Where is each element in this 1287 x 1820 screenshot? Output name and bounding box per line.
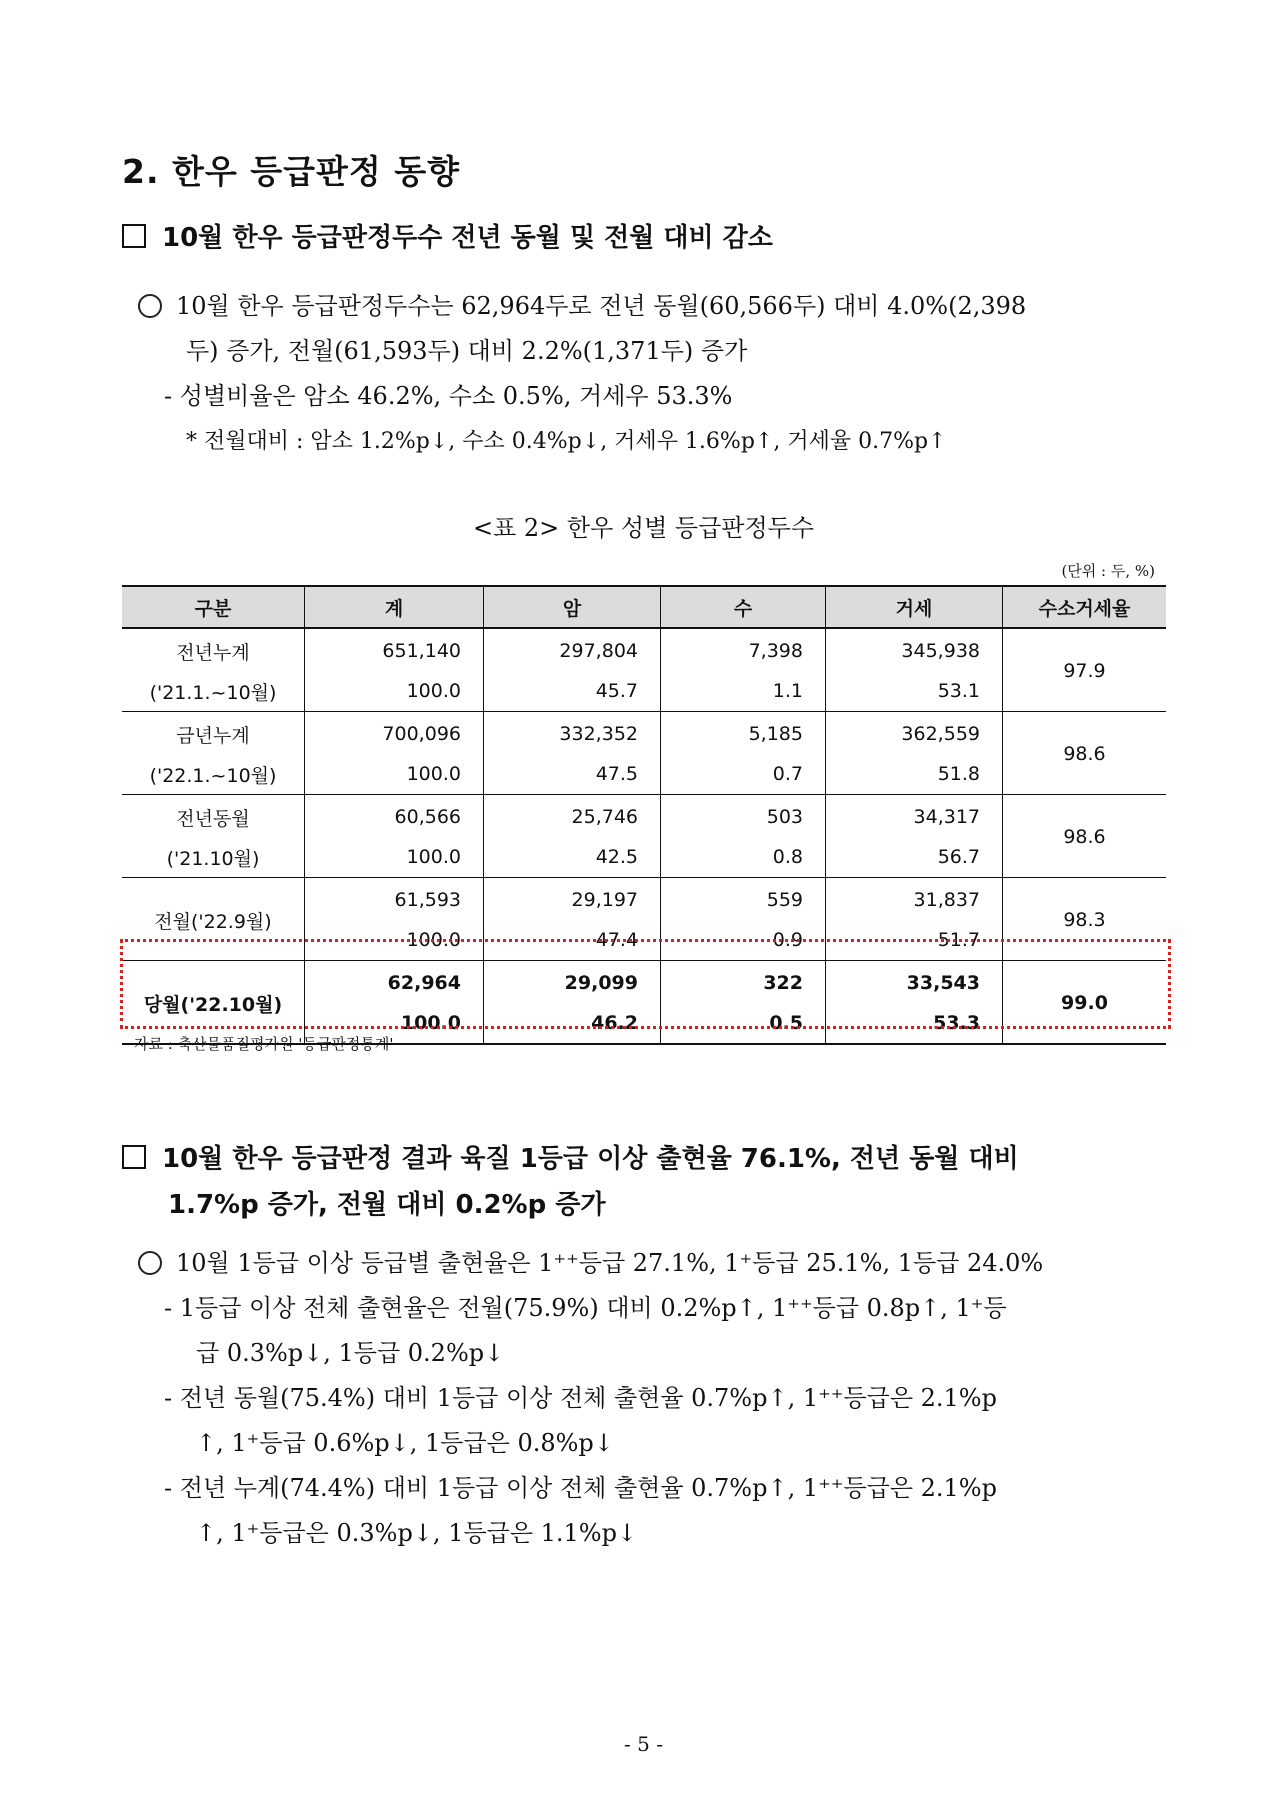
row-sublabel: ('22.1.~10월) <box>122 754 305 795</box>
grading-table <box>122 585 1166 1045</box>
table-cell: 42.5 <box>484 837 661 878</box>
table-cell: 100.0 <box>305 671 484 712</box>
table-cell: 322 <box>661 961 826 1004</box>
header-cell: 계 <box>305 586 484 628</box>
header-cell: 암 <box>484 586 661 628</box>
table-cell: 345,938 <box>826 628 1003 671</box>
ratio-cell: 99.0 <box>1003 961 1167 1045</box>
section1-paragraph2: - 성별비율은 암소 46.2%, 수소 0.5%, 거세우 53.3% <box>164 382 733 410</box>
header-cell: 수소거세율 <box>1003 586 1167 628</box>
section2-p2-line2: 급 0.3%p↓, 1등급 0.2%p↓ <box>196 1339 505 1367</box>
section1-title-text: 10월 한우 등급판정두수 전년 동월 및 전월 대비 감소 <box>162 223 773 253</box>
section1-p1-line2: 두) 증가, 전월(61,593두) 대비 2.2%(1,371두) 증가 <box>186 337 748 365</box>
table-row <box>122 628 1166 671</box>
table-cell: 332,352 <box>484 712 661 755</box>
header-cell: 거세 <box>826 586 1003 628</box>
table-cell: 53.1 <box>826 671 1003 712</box>
row-label: 당월('22.10월) <box>122 961 305 1045</box>
ratio-cell: 98.3 <box>1003 878 1167 961</box>
ratio-cell: 97.9 <box>1003 628 1167 712</box>
row-label: 전년동월 <box>176 807 250 830</box>
section2-paragraph3 <box>164 1376 1164 1466</box>
section1-p1-line1: 10월 한우 등급판정두수는 62,964두로 전년 동월(60,566두) 대비 4.0%(2,398 <box>176 292 1027 320</box>
table-cell: 100.0 <box>305 1003 484 1044</box>
table-cell: 60,566 <box>305 795 484 838</box>
section1-note: * 전월대비 : 암소 1.2%p↓, 수소 0.4%p↓, 거세우 1.6%p↑, 거세율 0.7%p↑ <box>186 429 947 454</box>
table-row-current <box>122 961 1166 1004</box>
table-cell: 100.0 <box>305 837 484 878</box>
table-row <box>122 712 1166 755</box>
section2-p4-line2: ↑, 1⁺등급은 0.3%p↓, 1등급은 1.1%p↓ <box>196 1519 638 1547</box>
table-cell: 56.7 <box>826 837 1003 878</box>
table-cell: 51.7 <box>826 920 1003 961</box>
table-header-row <box>122 586 1166 628</box>
table-cell: 1.1 <box>661 671 826 712</box>
table-cell: 34,317 <box>826 795 1003 838</box>
checkbox-square-icon <box>122 1145 146 1169</box>
table-cell: 362,559 <box>826 712 1003 755</box>
section2-p3-line2: ↑, 1⁺등급 0.6%p↓, 1등급은 0.8%p↓ <box>196 1429 614 1457</box>
table-cell: 25,746 <box>484 795 661 838</box>
table-cell: 0.5 <box>661 1003 826 1044</box>
table-source: 자료 : 축산물품질평가원 '등급판정통계' <box>134 1035 394 1053</box>
section2-p2-line1: - 1등급 이상 전체 출현율은 전월(75.9%) 대비 0.2%p↑, 1⁺⁺등급 0.8p↑, 1⁺등 <box>164 1294 1007 1322</box>
header-cell: 수 <box>661 586 826 628</box>
section2-title <box>122 1136 1172 1228</box>
page-heading: 2. 한우 등급판정 동향 <box>122 152 460 191</box>
ratio-cell: 98.6 <box>1003 712 1167 795</box>
table-cell: 53.3 <box>826 1003 1003 1044</box>
table-cell: 0.9 <box>661 920 826 961</box>
table-cell: 47.4 <box>484 920 661 961</box>
section2-paragraph2 <box>164 1286 1164 1376</box>
section2-paragraph4 <box>164 1466 1164 1556</box>
circle-bullet-icon <box>138 1251 162 1275</box>
row-label: 전년누계 <box>176 641 250 664</box>
table-cell: 297,804 <box>484 628 661 671</box>
table-cell: 33,543 <box>826 961 1003 1004</box>
row-label: 금년누계 <box>176 724 250 747</box>
ratio-cell: 98.6 <box>1003 795 1167 878</box>
row-sublabel: ('21.1.~10월) <box>122 671 305 712</box>
circle-bullet-icon <box>138 294 162 318</box>
page-number: - 5 - <box>624 1732 663 1756</box>
table-cell: 45.7 <box>484 671 661 712</box>
section2-p4-line1: - 전년 누계(74.4%) 대비 1등급 이상 전체 출현율 0.7%p↑, 1⁺⁺등급은 2.1%p <box>164 1474 997 1502</box>
table-cell: 31,837 <box>826 878 1003 921</box>
table-cell: 651,140 <box>305 628 484 671</box>
table-cell: 0.7 <box>661 754 826 795</box>
table-cell: 700,096 <box>305 712 484 755</box>
table-cell: 46.2 <box>484 1003 661 1044</box>
section2-title-line2: 1.7%p 증가, 전월 대비 0.2%p 증가 <box>168 1190 606 1220</box>
table-cell: 47.5 <box>484 754 661 795</box>
section2-title-line1: 10월 한우 등급판정 결과 육질 1등급 이상 출현율 76.1%, 전년 동월 대비 <box>162 1144 1019 1174</box>
table-cell: 100.0 <box>305 920 484 961</box>
table-cell: 29,099 <box>484 961 661 1004</box>
table-unit: (단위 : 두, %) <box>1061 562 1155 580</box>
row-label: 전월('22.9월) <box>122 878 305 961</box>
table-row <box>122 878 1166 921</box>
section1-paragraph1 <box>138 284 1138 374</box>
table-caption: <표 2> 한우 성별 등급판정두수 <box>472 514 815 542</box>
section2-paragraph1 <box>138 1241 1138 1286</box>
table-cell: 62,964 <box>305 961 484 1004</box>
table-cell: 5,185 <box>661 712 826 755</box>
table-cell: 100.0 <box>305 754 484 795</box>
table-cell: 29,197 <box>484 878 661 921</box>
table-row <box>122 795 1166 838</box>
table-cell: 503 <box>661 795 826 838</box>
row-sublabel: ('21.10월) <box>122 837 305 878</box>
table-cell: 51.8 <box>826 754 1003 795</box>
header-cell: 구분 <box>122 586 305 628</box>
table-cell: 61,593 <box>305 878 484 921</box>
table-cell: 559 <box>661 878 826 921</box>
section1-title <box>122 215 1172 261</box>
table-cell: 7,398 <box>661 628 826 671</box>
checkbox-square-icon <box>122 224 146 248</box>
table-cell: 0.8 <box>661 837 826 878</box>
section2-p1: 10월 1등급 이상 등급별 출현율은 1⁺⁺등급 27.1%, 1⁺등급 25.1%, 1등급 24.0% <box>176 1249 1044 1277</box>
section2-p3-line1: - 전년 동월(75.4%) 대비 1등급 이상 전체 출현율 0.7%p↑, 1⁺⁺등급은 2.1%p <box>164 1384 997 1412</box>
